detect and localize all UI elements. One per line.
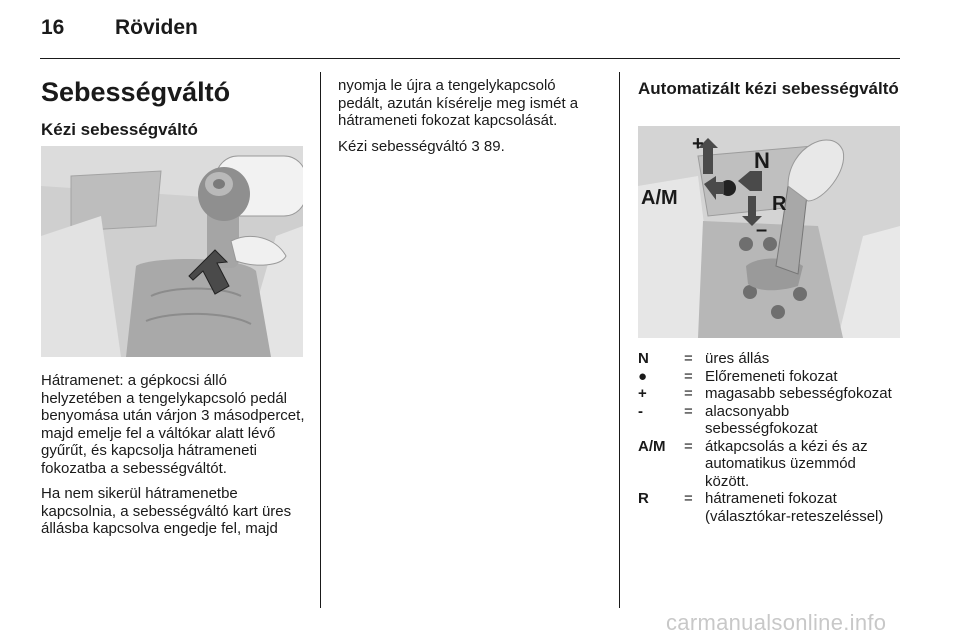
legend-value: Előremeneti fokozat [705,367,838,385]
paragraph-retry: Ha nem sikerül hátramenetbe kapcsolnia, a sebességváltó kart üres állásba kapcsolva engedje fel, majd [41,485,292,537]
legend-value: alacsonyabb sebességfokozat [705,402,818,437]
section-title: Röviden [115,16,198,39]
paragraph-continuation: nyomja le újra a tengelykapcsoló pedált, azután kísérelje meg ismét a hátrameneti fokozat kapcsolását. [338,77,579,129]
legend-row: A/M = átkapcsolás a kézi és az automatikus üzemmód között. [638,438,904,491]
column-divider-right [619,72,620,608]
paragraph-reverse-gear: Hátramenet: a gépkocsi álló helyzetében a tengelykapcsoló pedál benyomása után várjon 3 másodpercet, majd emelje fel a váltókar alatt lévő gyűrűt, és kapcsolja hátrameneti fokozatba a sebességváltót. [41,372,305,477]
page-title: Sebességváltó [41,77,231,107]
legend-list [638,350,904,525]
automated-gearbox-title: Automatizált kézi sebességváltó [638,79,899,98]
legend-key: N [638,350,649,367]
plus-label: + [692,133,704,155]
page-number: 16 [41,16,65,39]
legend-row: N = üres állás [638,350,904,368]
legend-key: ● [638,367,648,385]
am-label: A/M [641,187,678,209]
automated-gearshift-illustration [638,126,900,338]
legend-value: átkapcsolás a kézi és az automatikus üzemmód között. [705,437,868,490]
left-column-heading [41,76,307,141]
manual-gearshift-illustration [41,146,303,357]
legend-key: R [638,490,649,507]
legend-row: + = magasabb sebességfokozat [638,385,904,403]
legend-key: A/M [638,437,666,455]
legend-key: + [638,385,647,402]
r-label: R [772,193,787,215]
watermark: carmanualsonline.info [666,610,887,635]
legend-row: - = alacsonyabb sebességfokozat [638,403,904,438]
header-rule [40,58,900,59]
legend-value: magasabb sebességfokozat [705,385,892,402]
legend-row: ● = Előremeneti fokozat [638,368,904,386]
legend-key: - [638,402,643,420]
n-label: N [754,148,770,173]
right-column-heading [638,78,900,100]
legend-row: R = hátrameneti fokozat (választókar-reteszeléssel) [638,490,904,525]
left-column-body [41,372,309,538]
column-divider-left [320,72,321,608]
legend-value: üres állás [705,350,770,367]
section-subtitle: Kézi sebességváltó [41,120,198,139]
cross-reference: Kézi sebességváltó 3 89. [338,137,505,155]
minus-label: – [756,219,768,241]
middle-column [338,77,598,155]
legend-value: hátrameneti fokozat (választókar-reteszeléssel) [705,490,884,525]
